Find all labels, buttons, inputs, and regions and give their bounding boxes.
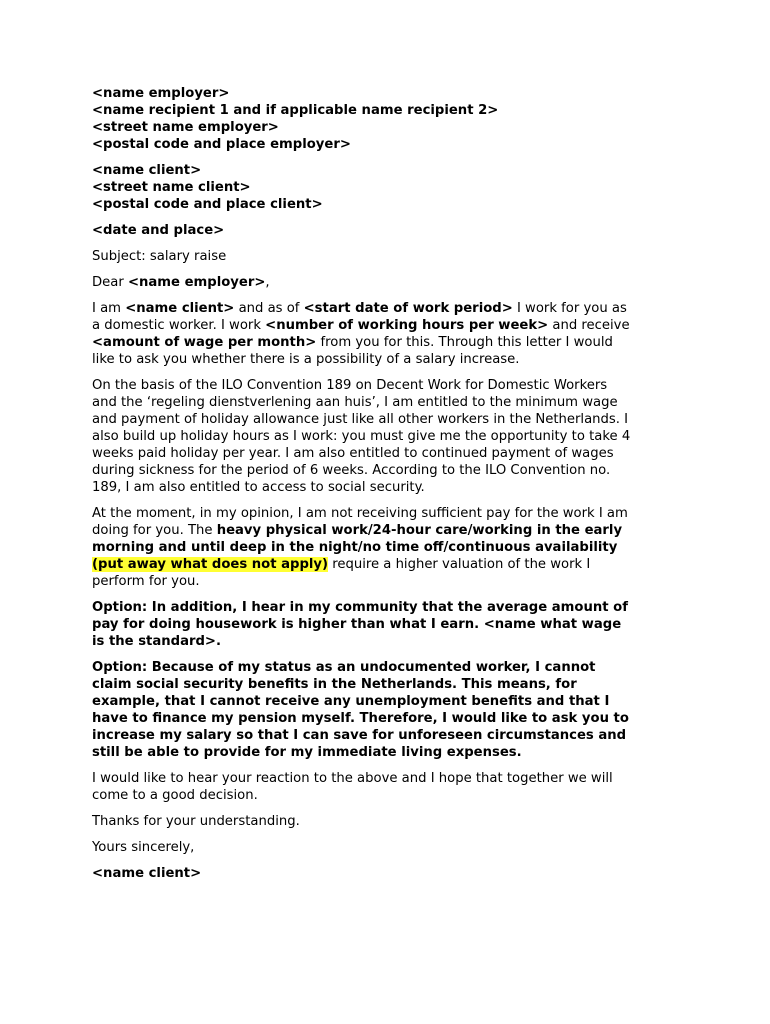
text-line: weeks paid holiday per year. I am also entitled to continued payment of wages: [92, 446, 614, 461]
pay-paragraph: [92, 505, 682, 590]
text-line: like to ask you whether there is a possibility of a salary increase.: [92, 352, 520, 367]
text-run: from you for this. Through this letter I would: [316, 335, 613, 350]
closing-line: [92, 839, 682, 856]
option-undocumented: [92, 659, 682, 761]
reaction-paragraph: [92, 770, 682, 804]
intro-paragraph: [92, 300, 682, 368]
option-line: Option: Because of my status as an undocumented worker, I cannot: [92, 660, 596, 675]
option-line: increase my salary so that I can save for unforeseen circumstances and: [92, 728, 627, 743]
work-conditions: heavy physical work/24-hour care/working in the early: [216, 523, 623, 538]
date-place: [92, 222, 682, 239]
text-line: At the moment, in my opinion, I am not receiving sufficient pay for the work I am: [92, 506, 628, 521]
text-line: perform for you.: [92, 574, 200, 589]
text-line: and the ‘regeling dienstverlening aan huis’, I am entitled to the minimum wage: [92, 395, 618, 410]
placeholder-start-date: <start date of work period>: [303, 301, 513, 316]
client-address: [92, 162, 682, 213]
text-line: and payment of holiday allowance just like all other workers in the Netherlands. I: [92, 412, 629, 427]
address-line: <street name client>: [92, 180, 251, 195]
option-line: pay for doing housework is higher than what I earn. <name what wage: [92, 617, 622, 632]
subject-line: [92, 248, 682, 265]
date-place-text: <date and place>: [92, 223, 225, 238]
address-line: <street name employer>: [92, 120, 279, 135]
work-conditions: morning and until deep in the night/no time off/continuous availability: [92, 540, 618, 555]
text-run: require a higher valuation of the work I: [328, 557, 591, 572]
text-run: doing for you. The: [92, 523, 217, 538]
option-line: is the standard>.: [92, 634, 221, 649]
text-line: I would like to hear your reaction to the above and I hope that together we will: [92, 771, 613, 786]
option-line: example, that I cannot receive any unemployment benefits and that I: [92, 694, 610, 709]
placeholder-wage: <amount of wage per month>: [92, 335, 317, 350]
text-line: during sickness for the period of 6 weeks. According to the ILO Convention no.: [92, 463, 611, 478]
text-line: also build up holiday hours as I work: you must give me the opportunity to take 4: [92, 429, 631, 444]
employer-address: [92, 85, 682, 153]
thanks-line: [92, 813, 682, 830]
address-line: <name recipient 1 and if applicable name recipient 2>: [92, 103, 499, 118]
rights-paragraph: [92, 377, 682, 496]
address-line: <name client>: [92, 163, 202, 178]
text-run: I am: [92, 301, 126, 316]
option-line: claim social security benefits in the Netherlands. This means, for: [92, 677, 577, 692]
address-line: <name employer>: [92, 86, 230, 101]
text-line: come to a good decision.: [92, 788, 258, 803]
salutation: [92, 274, 682, 291]
option-community-wage: [92, 599, 682, 650]
option-line: still be able to provide for my immediate living expenses.: [92, 745, 522, 760]
address-line: <postal code and place employer>: [92, 137, 351, 152]
option-line: have to finance my pension myself. Therefore, I would like to ask you to: [92, 711, 629, 726]
text-line: 189, I am also entitled to access to social security.: [92, 480, 425, 495]
salutation-prefix: Dear: [92, 275, 128, 290]
signature-name: <name client>: [92, 866, 202, 881]
thanks-text: Thanks for your understanding.: [92, 814, 300, 829]
subject-text: Subject: salary raise: [92, 249, 227, 264]
option-line: Option: In addition, I hear in my community that the average amount of: [92, 600, 628, 615]
text-run: and receive: [548, 318, 630, 333]
salutation-name: <name employer>: [127, 275, 266, 290]
placeholder-name-client: <name client>: [125, 301, 235, 316]
address-line: <postal code and place client>: [92, 197, 323, 212]
text-run: a domestic worker. I work: [92, 318, 266, 333]
highlighted-instruction: (put away what does not apply): [92, 557, 329, 572]
text-line: On the basis of the ILO Convention 189 on Decent Work for Domestic Workers: [92, 378, 608, 393]
letter-page: [92, 85, 682, 891]
salutation-suffix: ,: [265, 275, 270, 290]
text-run: and as of: [234, 301, 304, 316]
text-run: I work for you as: [512, 301, 627, 316]
closing-text: Yours sincerely,: [92, 840, 195, 855]
placeholder-working-hours: <number of working hours per week>: [265, 318, 549, 333]
signature: [92, 865, 682, 882]
